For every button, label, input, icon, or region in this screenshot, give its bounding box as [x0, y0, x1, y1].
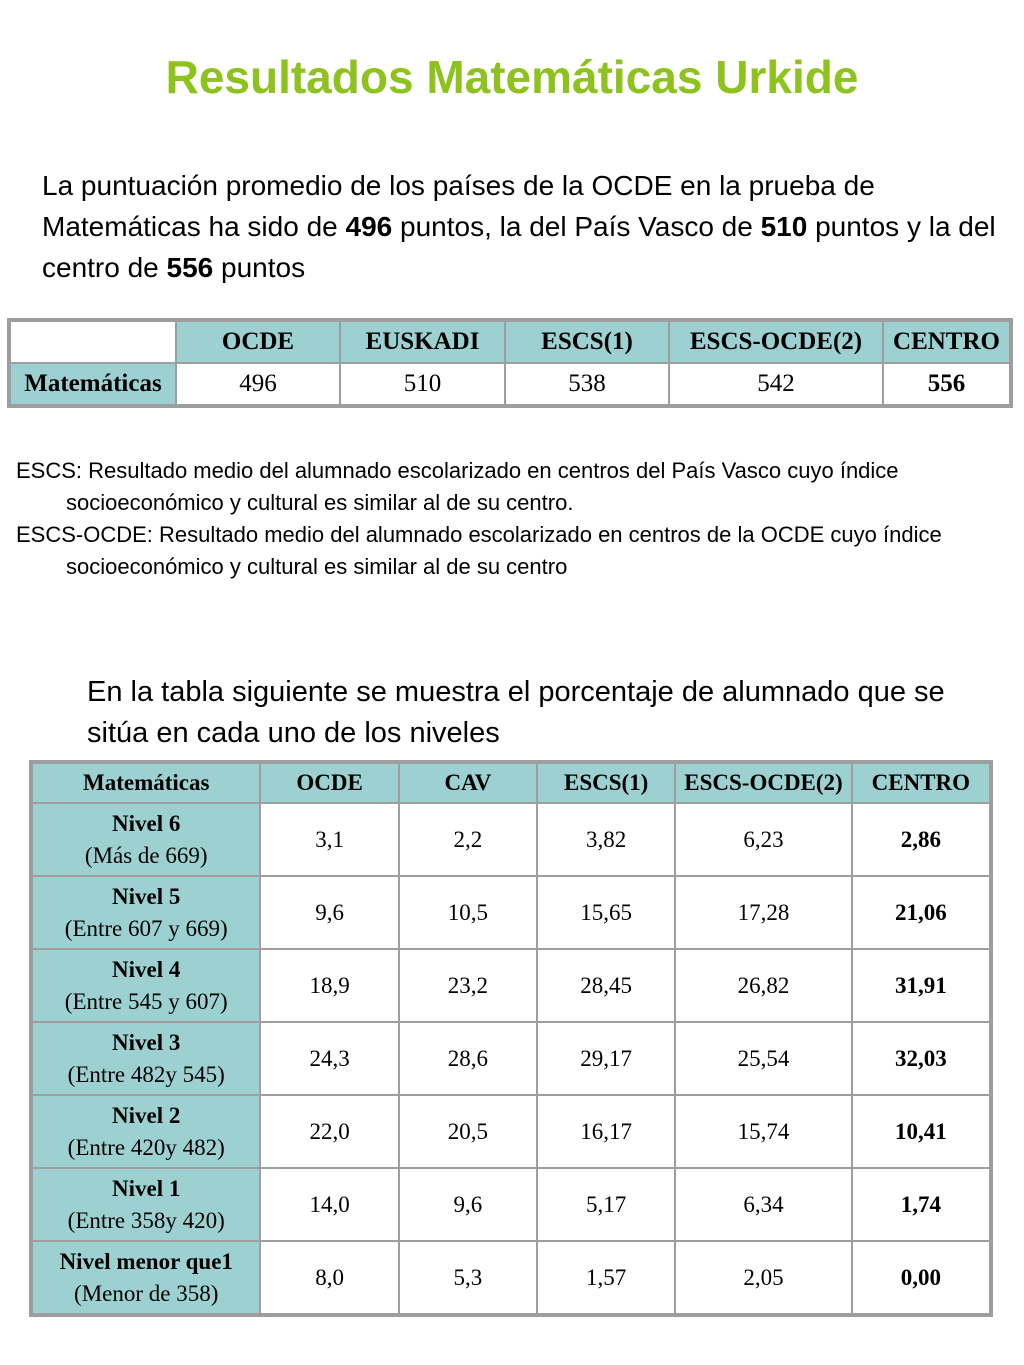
- level-range: (Entre 607 y 669): [64, 915, 228, 941]
- table-row: [33, 1023, 989, 1094]
- summary-row-label: Matemáticas: [11, 364, 175, 404]
- levels-header-cell: CENTRO: [853, 764, 989, 802]
- level-value-cell: 16,17: [538, 1096, 674, 1167]
- levels-header-cell: Matemáticas: [33, 764, 259, 802]
- level-range: (Entre 482y 545): [67, 1061, 225, 1087]
- level-range: (Entre 420y 482): [67, 1134, 225, 1160]
- summary-corner-cell: [11, 322, 175, 362]
- level-value-cell: 8,0: [261, 1242, 397, 1313]
- summary-value-cell: 496: [177, 364, 339, 404]
- level-value-cell: 6,34: [676, 1169, 850, 1240]
- summary-value-cell: 510: [341, 364, 504, 404]
- summary-header-cell: ESCS-OCDE(2): [670, 322, 882, 362]
- intro-text-2: puntos, la del País Vasco de: [392, 211, 761, 242]
- level-value-cell: 20,5: [400, 1096, 536, 1167]
- summary-value-cell: 542: [670, 364, 882, 404]
- level-label-cell: [33, 1169, 259, 1240]
- levels-header-cell: CAV: [400, 764, 536, 802]
- level-value-cell: 6,23: [676, 804, 850, 875]
- level-range: (Menor de 358): [74, 1280, 219, 1306]
- level-value-cell: 23,2: [400, 950, 536, 1021]
- level-value-cell: 9,6: [400, 1169, 536, 1240]
- level-value-cell: 25,54: [676, 1023, 850, 1094]
- level-value-cell: 10,41: [853, 1096, 989, 1167]
- summary-data-row: [11, 364, 1009, 404]
- levels-table: [29, 760, 993, 1317]
- level-value-cell: 2,86: [853, 804, 989, 875]
- level-range: (Más de 669): [84, 842, 208, 868]
- table-row: [33, 1242, 989, 1313]
- note-escs-ocde: ESCS-OCDE: Resultado medio del alumnado escolarizado en centros de la OCDE cuyo índice socioeconómico y cultural es similar al de su centro: [16, 522, 942, 579]
- intro-paragraph: [42, 165, 1002, 288]
- summary-table: [7, 318, 1013, 408]
- level-value-cell: 3,82: [538, 804, 674, 875]
- level-value-cell: 5,17: [538, 1169, 674, 1240]
- level-name: Nivel 3: [112, 1029, 181, 1055]
- level-value-cell: 14,0: [261, 1169, 397, 1240]
- levels-header-cell: ESCS-OCDE(2): [676, 764, 850, 802]
- table-row: [33, 1169, 989, 1240]
- level-name: Nivel 2: [112, 1102, 181, 1128]
- summary-value-cell: 538: [506, 364, 668, 404]
- intro-text-3: puntos y la del centro de: [42, 211, 996, 283]
- centro-score: 556: [166, 252, 214, 283]
- page-title: Resultados Matemáticas Urkide: [165, 51, 859, 103]
- level-value-cell: 21,06: [853, 877, 989, 948]
- level-name: Nivel 1: [112, 1175, 181, 1201]
- level-name: Nivel 5: [112, 883, 181, 909]
- level-value-cell: 32,03: [853, 1023, 989, 1094]
- levels-header-row: [33, 764, 989, 802]
- table-row: [33, 804, 989, 875]
- level-value-cell: 10,5: [400, 877, 536, 948]
- level-value-cell: 29,17: [538, 1023, 674, 1094]
- level-label-cell: [33, 877, 259, 948]
- level-value-cell: 31,91: [853, 950, 989, 1021]
- level-value-cell: 15,65: [538, 877, 674, 948]
- level-value-cell: 2,05: [676, 1242, 850, 1313]
- level-label-cell: [33, 950, 259, 1021]
- euskadi-score: 510: [760, 211, 808, 242]
- level-label-cell: [33, 1096, 259, 1167]
- level-value-cell: 26,82: [676, 950, 850, 1021]
- level-value-cell: 1,57: [538, 1242, 674, 1313]
- level-value-cell: 24,3: [261, 1023, 397, 1094]
- level-value-cell: 17,28: [676, 877, 850, 948]
- ocde-score: 496: [345, 211, 393, 242]
- levels-header-cell: ESCS(1): [538, 764, 674, 802]
- level-range: (Entre 358y 420): [67, 1207, 225, 1233]
- level-value-cell: 18,9: [261, 950, 397, 1021]
- level-name: Nivel 4: [112, 956, 181, 982]
- level-value-cell: 3,1: [261, 804, 397, 875]
- level-value-cell: 5,3: [400, 1242, 536, 1313]
- level-value-cell: 22,0: [261, 1096, 397, 1167]
- level-value-cell: 28,45: [538, 950, 674, 1021]
- summary-header-cell: CENTRO: [884, 322, 1009, 362]
- level-label-cell: [33, 804, 259, 875]
- level-value-cell: 15,74: [676, 1096, 850, 1167]
- level-value-cell: 28,6: [400, 1023, 536, 1094]
- levels-intro: En la tabla siguiente se muestra el porcentaje de alumnado que se sitúa en cada uno de los niveles: [87, 676, 945, 749]
- summary-header-cell: EUSKADI: [341, 322, 504, 362]
- level-label-cell: [33, 1023, 259, 1094]
- level-name: Nivel menor que1: [59, 1248, 233, 1274]
- intro-text-1: La puntuación promedio de los países de la OCDE en la prueba de Matemáticas ha sido de: [42, 170, 875, 242]
- level-name: Nivel 6: [112, 810, 181, 836]
- table-row: [33, 877, 989, 948]
- level-value-cell: 1,74: [853, 1169, 989, 1240]
- level-value-cell: 9,6: [261, 877, 397, 948]
- table-row: [33, 950, 989, 1021]
- level-value-cell: 0,00: [853, 1242, 989, 1313]
- summary-value-cell: 556: [884, 364, 1009, 404]
- table-row: [33, 1096, 989, 1167]
- level-label-cell: [33, 1242, 259, 1313]
- summary-header-cell: ESCS(1): [506, 322, 668, 362]
- levels-header-cell: OCDE: [261, 764, 397, 802]
- level-range: (Entre 545 y 607): [64, 988, 228, 1014]
- level-value-cell: 2,2: [400, 804, 536, 875]
- intro-text-4: puntos: [213, 252, 306, 283]
- summary-header-cell: OCDE: [177, 322, 339, 362]
- notes-block: [16, 455, 1006, 583]
- summary-header-row: [11, 322, 1009, 362]
- note-escs: ESCS: Resultado medio del alumnado escolarizado en centros del País Vasco cuyo índice socioeconómico y cultural es similar al de su centro.: [16, 458, 899, 515]
